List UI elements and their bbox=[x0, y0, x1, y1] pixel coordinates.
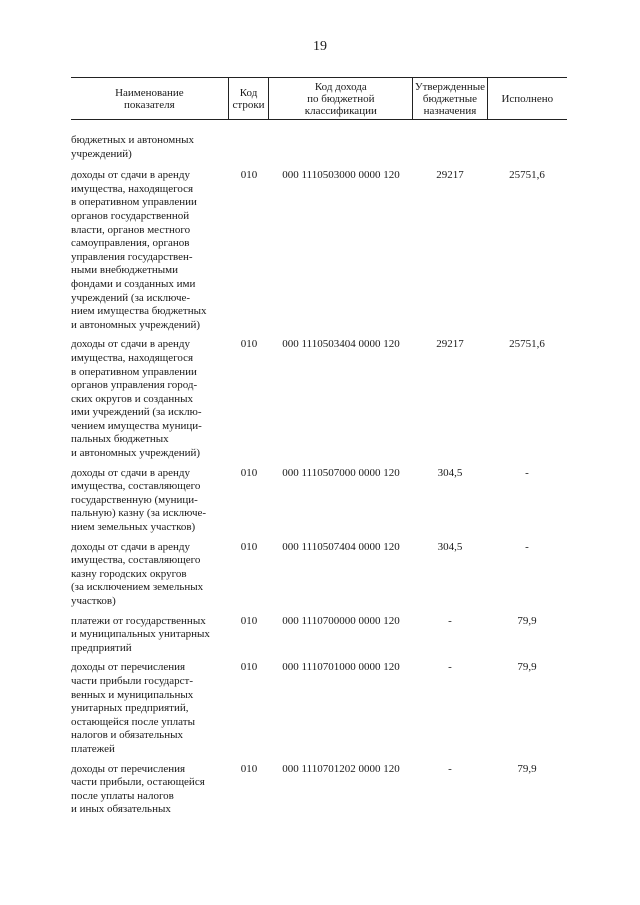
row-name: платежи от государственных и муниципальных унитарных предприятий bbox=[71, 614, 210, 654]
row-code: 010 bbox=[240, 169, 258, 182]
row-income-code: 000 1110701000 0000 120 bbox=[282, 661, 400, 674]
row-executed: - bbox=[525, 466, 529, 479]
header-income-code: Код дохода по бюджетной классификации bbox=[268, 78, 412, 119]
header-code: Код строки bbox=[228, 78, 269, 119]
row-code: 010 bbox=[240, 762, 258, 775]
row-income-code: 000 1110700000 0000 120 bbox=[282, 614, 400, 627]
row-name: доходы от перечисления части прибыли, остающейся после уплаты налогов и иных обязательных bbox=[71, 762, 205, 816]
row-approved: 29217 bbox=[436, 169, 464, 182]
budget-table bbox=[71, 77, 567, 823]
header-executed: Исполнено bbox=[487, 78, 567, 119]
table-row bbox=[71, 169, 567, 332]
row-income-code: 000 1110701202 0000 120 bbox=[282, 762, 400, 775]
row-name: доходы от сдачи в аренду имущества, находящегося в оперативном управлении органов управления город- ских округов и созданных ими учреждений (за исклю- чением имущества муници- пальных бюджетных и автономных учреждений) bbox=[71, 338, 202, 460]
row-code: 010 bbox=[240, 466, 258, 479]
row-code: 010 bbox=[240, 614, 258, 627]
row-executed: 25751,6 bbox=[509, 338, 545, 351]
row-approved: - bbox=[448, 661, 452, 674]
table-header bbox=[71, 77, 567, 120]
table-row bbox=[71, 615, 567, 656]
row-income-code: 000 1110503000 0000 120 bbox=[282, 169, 400, 182]
row-name: доходы от перечисления части прибыли государст- венных и муниципальных унитарных предприятий, остающейся после уплаты налогов и обязательных платежей bbox=[71, 661, 195, 755]
row-approved: 304,5 bbox=[437, 466, 463, 479]
page-number: 19 bbox=[313, 39, 327, 54]
row-executed: 25751,6 bbox=[509, 169, 545, 182]
row-name: доходы от сдачи в аренду имущества, составляющего государственную (муници- пальную) казну (за исключе- нием земельных участков) bbox=[71, 466, 207, 534]
row-approved: 29217 bbox=[436, 338, 464, 351]
row-approved: 304,5 bbox=[437, 540, 463, 553]
table-row bbox=[71, 661, 567, 756]
row-name: доходы от сдачи в аренду имущества, составляющего казну городских округов (за исключением земельных участков) bbox=[71, 540, 204, 607]
row-approved: - bbox=[448, 614, 452, 627]
row-income-code bbox=[269, 134, 413, 161]
table-row bbox=[71, 338, 567, 460]
row-name: доходы от сдачи в аренду имущества, находящегося в оперативном управлении органов государственной власти, органов местного самоуправления, органов управления государствен- ными внебюджетными фондами и созданных ими учреждений (за исключе- нием имущества бюджетных и автономных учреждений) bbox=[71, 169, 207, 331]
row-executed: - bbox=[525, 540, 529, 553]
row-code: 010 bbox=[240, 661, 258, 674]
header-name: Наименование показателя bbox=[115, 86, 184, 111]
header-approved: Утвержденные бюджетные назначения bbox=[412, 78, 486, 119]
row-approved: - bbox=[448, 762, 452, 775]
row-code: 010 bbox=[240, 338, 258, 351]
row-executed bbox=[487, 134, 567, 161]
row-income-code: 000 1110507000 0000 120 bbox=[282, 466, 400, 479]
row-income-code: 000 1110507404 0000 120 bbox=[282, 540, 400, 553]
row-executed: 79,9 bbox=[517, 661, 537, 674]
row-code: 010 bbox=[240, 540, 258, 553]
row-executed: 79,9 bbox=[517, 762, 537, 775]
row-name: бюджетных и автономных учреждений) bbox=[71, 134, 195, 160]
table-row bbox=[71, 467, 567, 535]
table-row bbox=[71, 134, 567, 161]
table-row bbox=[71, 541, 567, 609]
row-income-code: 000 1110503404 0000 120 bbox=[282, 338, 400, 351]
row-executed: 79,9 bbox=[517, 614, 537, 627]
row-approved bbox=[413, 134, 487, 161]
table-row bbox=[71, 763, 567, 817]
row-code bbox=[229, 134, 269, 161]
